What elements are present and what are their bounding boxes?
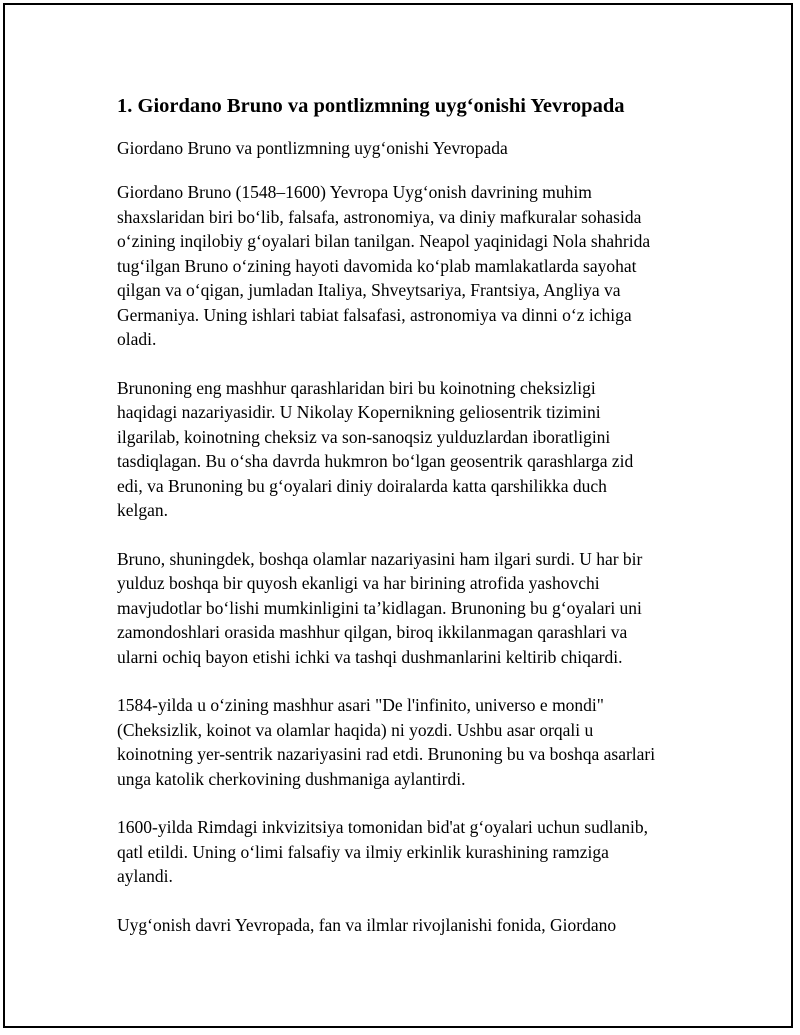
paragraph-line: tug‘ilgan Bruno o‘zining hayoti davomida ko‘plab mamlakatlarda sayohat xyxy=(117,255,637,276)
paragraph-line: 1584-yilda u o‘zining mashhur asari "De l'infinito, universo e mondi" xyxy=(117,695,604,715)
paragraph-line: mavjudotlar bo‘lishi mumkinligini ta’kidlagan. Brunoning bu g‘oyalari uni xyxy=(117,597,642,618)
document-body xyxy=(117,92,707,961)
paragraph-5 xyxy=(117,815,707,889)
paragraph-line: haqidagi nazariyasidir. U Nikolay Kopernikning geliosentrik tizimini xyxy=(117,402,601,422)
paragraph-line: Brunoning eng mashhur qarashlaridan biri bu koinotning cheksizligi xyxy=(117,377,596,398)
paragraph-line: zamondoshlari orasida mashhur qilgan, biroq ikkilanmagan qarashlari va xyxy=(117,622,628,642)
paragraph-line: kelgan. xyxy=(117,500,169,520)
paragraph-line: qilgan va o‘qigan, jumladan Italiya, Shveytsariya, Frantsiya, Angliya va xyxy=(117,280,621,300)
paragraph-line: qatl etildi. Uning o‘limi falsafiy va ilmiy erkinlik kurashining ramziga xyxy=(117,841,609,862)
paragraph-line: o‘zining inqilobiy g‘oyalari bilan tanilgan. Neapol yaqinidagi Nola shahrida xyxy=(117,231,651,251)
paragraph-line: Uyg‘onish davri Yevropada, fan va ilmlar rivojlanishi fonida, Giordano xyxy=(117,914,617,935)
paragraph-3 xyxy=(117,547,707,670)
paragraph-line: tasdiqlagan. Bu o‘sha davrda hukmron bo‘lgan geosentrik qarashlarga zid xyxy=(117,451,634,471)
section-heading: 1. Giordano Bruno va pontlizmning uyg‘onishi Yevropada xyxy=(117,95,625,117)
paragraph-line: Germaniya. Uning ishlari tabiat falsafasi, astronomiya va dinni o‘z ichiga xyxy=(117,304,632,325)
paragraph-1 xyxy=(117,180,707,352)
paragraph-line: ularni ochiq bayon etishi ichki va tashqi dushmanlarini keltirib chiqardi. xyxy=(117,646,623,667)
paragraph-line: unga katolik cherkovining dushmaniga aylantirdi. xyxy=(117,768,466,789)
paragraph-line: shaxslaridan biri bo‘lib, falsafa, astronomiya, va diniy mafkuralar sohasida xyxy=(117,206,642,227)
paragraph-line: oladi. xyxy=(117,329,157,349)
paragraph-line: Bruno, shuningdek, boshqa olamlar nazariyasini ham ilgari surdi. U har bir xyxy=(117,548,643,569)
paragraph-line: edi, va Brunoning bu g‘oyalari diniy doiralarda katta qarshilikka duch xyxy=(117,475,607,496)
paragraph-line: yulduz boshqa bir quyosh ekanligi va har birining atrofida yashovchi xyxy=(117,573,600,593)
paragraph-2 xyxy=(117,376,707,523)
paragraph-line: Giordano Bruno (1548–1600) Yevropa Uyg‘onish davrining muhim xyxy=(117,182,592,202)
paragraph-4 xyxy=(117,693,707,791)
paragraph-line: 1600-yilda Rimdagi inkvizitsiya tomonidan bid'at g‘oyalari uchun sudlanib, xyxy=(117,817,648,837)
paragraph-line: aylandi. xyxy=(117,866,173,886)
paragraph-line: ilgarilab, koinotning cheksiz va son-sanoqsiz yulduzlardan iboratligini xyxy=(117,426,611,447)
section-subtitle: Giordano Bruno va pontlizmning uyg‘onishi Yevropada xyxy=(117,138,508,158)
paragraph-6 xyxy=(117,913,707,938)
paragraph-line: (Cheksizlik, koinot va olamlar haqida) ni yozdi. Ushbu asar orqali u xyxy=(117,719,594,740)
paragraph-line: koinotning yer-sentrik nazariyasini rad etdi. Brunoning bu va boshqa asarlari xyxy=(117,744,656,764)
